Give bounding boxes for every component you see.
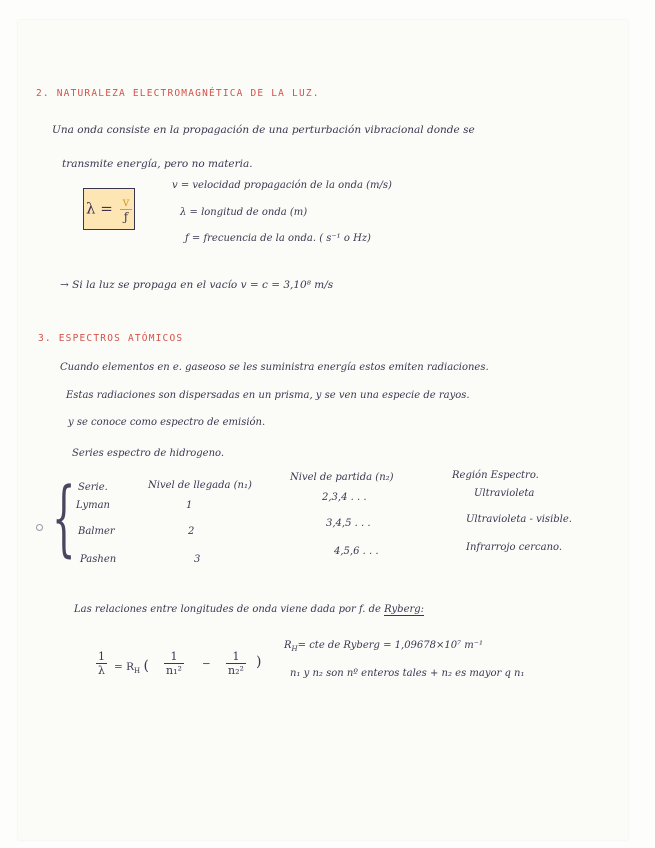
brace-glyph: { xyxy=(52,471,76,566)
table-cell: Pashen xyxy=(80,554,117,565)
inverse-wavelength xyxy=(96,650,107,677)
paragraph-line: y se conoce como espectro de emisión. xyxy=(68,417,266,428)
integer-note: n₁ y n₂ son nº enteros tales + n₂ es mayor q n₁ xyxy=(290,668,525,679)
wave-formula xyxy=(86,195,132,224)
rydberg-equals: = $R_H$ ( xyxy=(114,658,149,676)
section-heading-3: 3. ESPECTROS ATÓMICOS xyxy=(38,333,184,344)
term2-denominator: n₂² xyxy=(228,664,244,677)
table-header-arrival: Nivel de llegada (n₁) xyxy=(148,480,252,491)
table-header-region: Región Espectro. xyxy=(452,470,539,481)
paragraph-line: Estas radiaciones son dispersadas en un prisma, y se ven una especie de rayos. xyxy=(66,390,470,401)
table-cell: Infrarrojo cercano. xyxy=(466,542,563,553)
paragraph-line: Una onda consiste en la propagación de una perturbación vibracional donde se xyxy=(52,124,475,136)
lhs-denominator: λ xyxy=(98,664,105,677)
table-cell: Balmer xyxy=(78,526,115,537)
const-value: = cte de Ryberg = 1,09678×10⁷ m⁻¹ xyxy=(297,640,484,651)
wave-formula-box xyxy=(83,188,135,230)
table-header-departure: Nivel de partida (n₂) xyxy=(290,472,394,483)
const-subscript: H xyxy=(291,645,298,653)
formula-fraction xyxy=(120,195,133,224)
minus-sign: − xyxy=(202,658,211,670)
table-cell: 3 xyxy=(194,554,201,565)
series-title: Series espectro de hidrogeno. xyxy=(72,448,225,459)
relation-text xyxy=(74,604,424,615)
term1-denominator: n₁² xyxy=(166,664,182,677)
const-r: R xyxy=(284,640,292,651)
lhs-numerator: 1 xyxy=(98,650,105,663)
paragraph-line: Cuando elementos en e. gaseoso se les suministra energía estos emiten radiaciones. xyxy=(60,362,489,373)
term1-numerator: 1 xyxy=(164,650,184,664)
rydberg-name: Ryberg: xyxy=(384,604,425,615)
formula-lhs: λ = xyxy=(86,199,113,218)
definition-frequency: ƒ = frecuencia de la onda. ( s⁻¹ o Hz) xyxy=(185,233,371,244)
table-cell: 4,5,6 . . . xyxy=(334,546,379,557)
term-n2 xyxy=(226,650,246,677)
formula-denominator: ƒ xyxy=(123,210,129,224)
table-cell: 2,3,4 . . . xyxy=(322,492,367,503)
table-cell: 2 xyxy=(188,526,195,537)
term2-numerator: 1 xyxy=(226,650,246,664)
formula-numerator: v xyxy=(120,195,133,210)
equals-r: = R xyxy=(114,661,135,673)
table-cell: Lyman xyxy=(76,500,110,511)
rydberg-constant xyxy=(284,640,483,653)
relation-sentence: Las relaciones entre longitudes de onda viene dada por f. de xyxy=(74,604,381,615)
table-cell: 3,4,5 . . . xyxy=(326,518,371,529)
table-cell: Ultravioleta - visible. xyxy=(466,514,572,525)
speed-of-light-note: → Si la luz se propaga en el vacío v = c = 3,10⁸ m/s xyxy=(60,279,334,291)
r-subscript: H xyxy=(134,667,141,676)
margin-dot xyxy=(36,524,43,531)
table-cell: 1 xyxy=(186,500,193,511)
term-n1 xyxy=(164,650,184,677)
close-paren: ) xyxy=(256,654,262,670)
paragraph-line: transmite energía, pero no materia. xyxy=(62,158,253,170)
table-header-serie: Serie. xyxy=(78,482,108,493)
paper-sheet xyxy=(18,20,628,840)
definition-wavelength: λ = longitud de onda (m) xyxy=(180,207,308,218)
section-heading-2: 2. NATURALEZA ELECTROMAGNÉTICA DE LA LUZ. xyxy=(36,88,320,99)
table-cell: Ultravioleta xyxy=(474,488,535,499)
definition-velocity: v = velocidad propagación de la onda (m/s) xyxy=(172,180,392,191)
